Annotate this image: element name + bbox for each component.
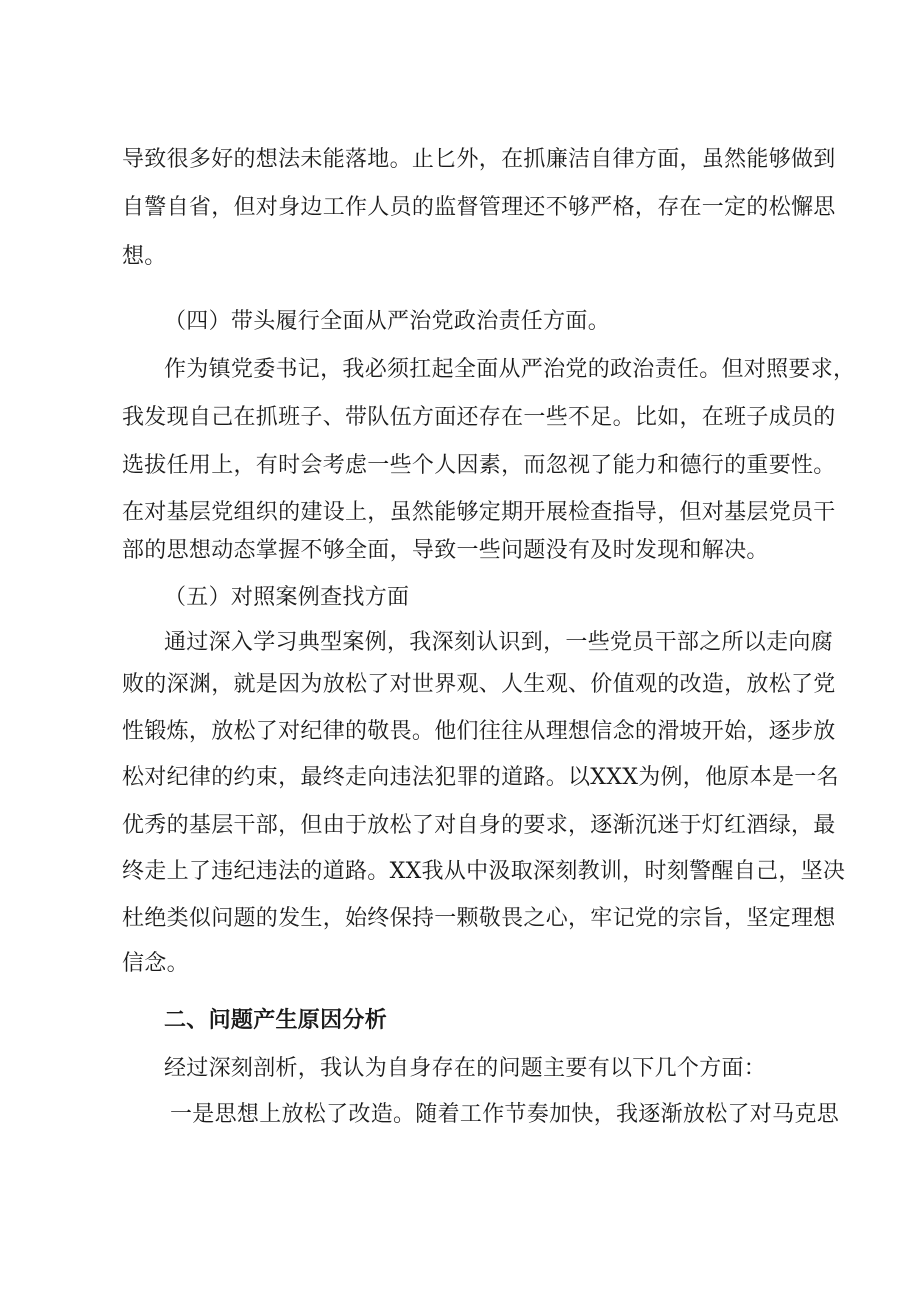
paragraph-line: 在对基层党组织的建设上，虽然能够定期开展检查指导，但对基层党员干 bbox=[122, 500, 836, 525]
paragraph-line: 一是思想上放松了改造。随着工作节奏加快，我逐渐放松了对马克思 bbox=[170, 1102, 840, 1127]
paragraph-line: 松对纪律的约束，最终走向违法犯罪的道路。以XXX为例，他原本是一名 bbox=[122, 765, 839, 790]
paragraph-line: 选拔任用上，有时会考虑一些个人因素，而忽视了能力和德行的重要性。 bbox=[122, 453, 836, 478]
paragraph-line: 终走上了违纪违法的道路。XX我从中汲取深刻教训，时刻警醒自己，坚决 bbox=[122, 859, 846, 884]
paragraph-line: 杜绝类似问题的发生，始终保持一颗敬畏之心，牢记党的宗旨，坚定理想 bbox=[122, 906, 836, 931]
paragraph-line: 导致很多好的想法未能落地。止匕外，在抓廉洁自律方面，虽然能够做到 bbox=[122, 147, 836, 172]
section-heading-four: （四）带头履行全面从严治党政治责任方面。 bbox=[164, 309, 611, 334]
paragraph-line: 性锻炼，放松了对纪律的敬畏。他们往往从理想信念的滑坡开始，逐步放 bbox=[122, 719, 836, 744]
paragraph-line: 优秀的基层干部，但由于放松了对自身的要求，逐渐沉迷于灯红酒绿，最 bbox=[122, 813, 836, 838]
section-heading-two: 二、问题产生原因分析 bbox=[164, 1008, 388, 1033]
paragraph-line: 败的深渊，就是因为放松了对世界观、人生观、价值观的改造，放松了党 bbox=[122, 672, 836, 697]
section-heading-five: （五）对照案例查找方面 bbox=[164, 585, 410, 610]
paragraph-line: 想。 bbox=[122, 244, 167, 269]
paragraph-line: 自警自省，但对身边工作人员的监督管理还不够严格，存在一定的松懈思 bbox=[122, 195, 836, 220]
paragraph-line: 信念。 bbox=[122, 951, 189, 976]
paragraph-line: 经过深刻剖析，我认为自身存在的问题主要有以下几个方面： bbox=[164, 1056, 767, 1081]
paragraph-line: 部的思想动态掌握不够全面，导致一些问题没有及时发现和解决。 bbox=[122, 538, 769, 563]
paragraph-line: 通过深入学习典型案例，我深刻认识到，一些党员干部之所以走向腐 bbox=[164, 630, 834, 655]
paragraph-line: 作为镇党委书记，我必须扛起全面从严治党的政治责任。但对照要求， bbox=[164, 357, 856, 382]
paragraph-line: 我发现自己在抓班子、带队伍方面还存在一些不足。比如，在班子成员的 bbox=[122, 405, 836, 430]
